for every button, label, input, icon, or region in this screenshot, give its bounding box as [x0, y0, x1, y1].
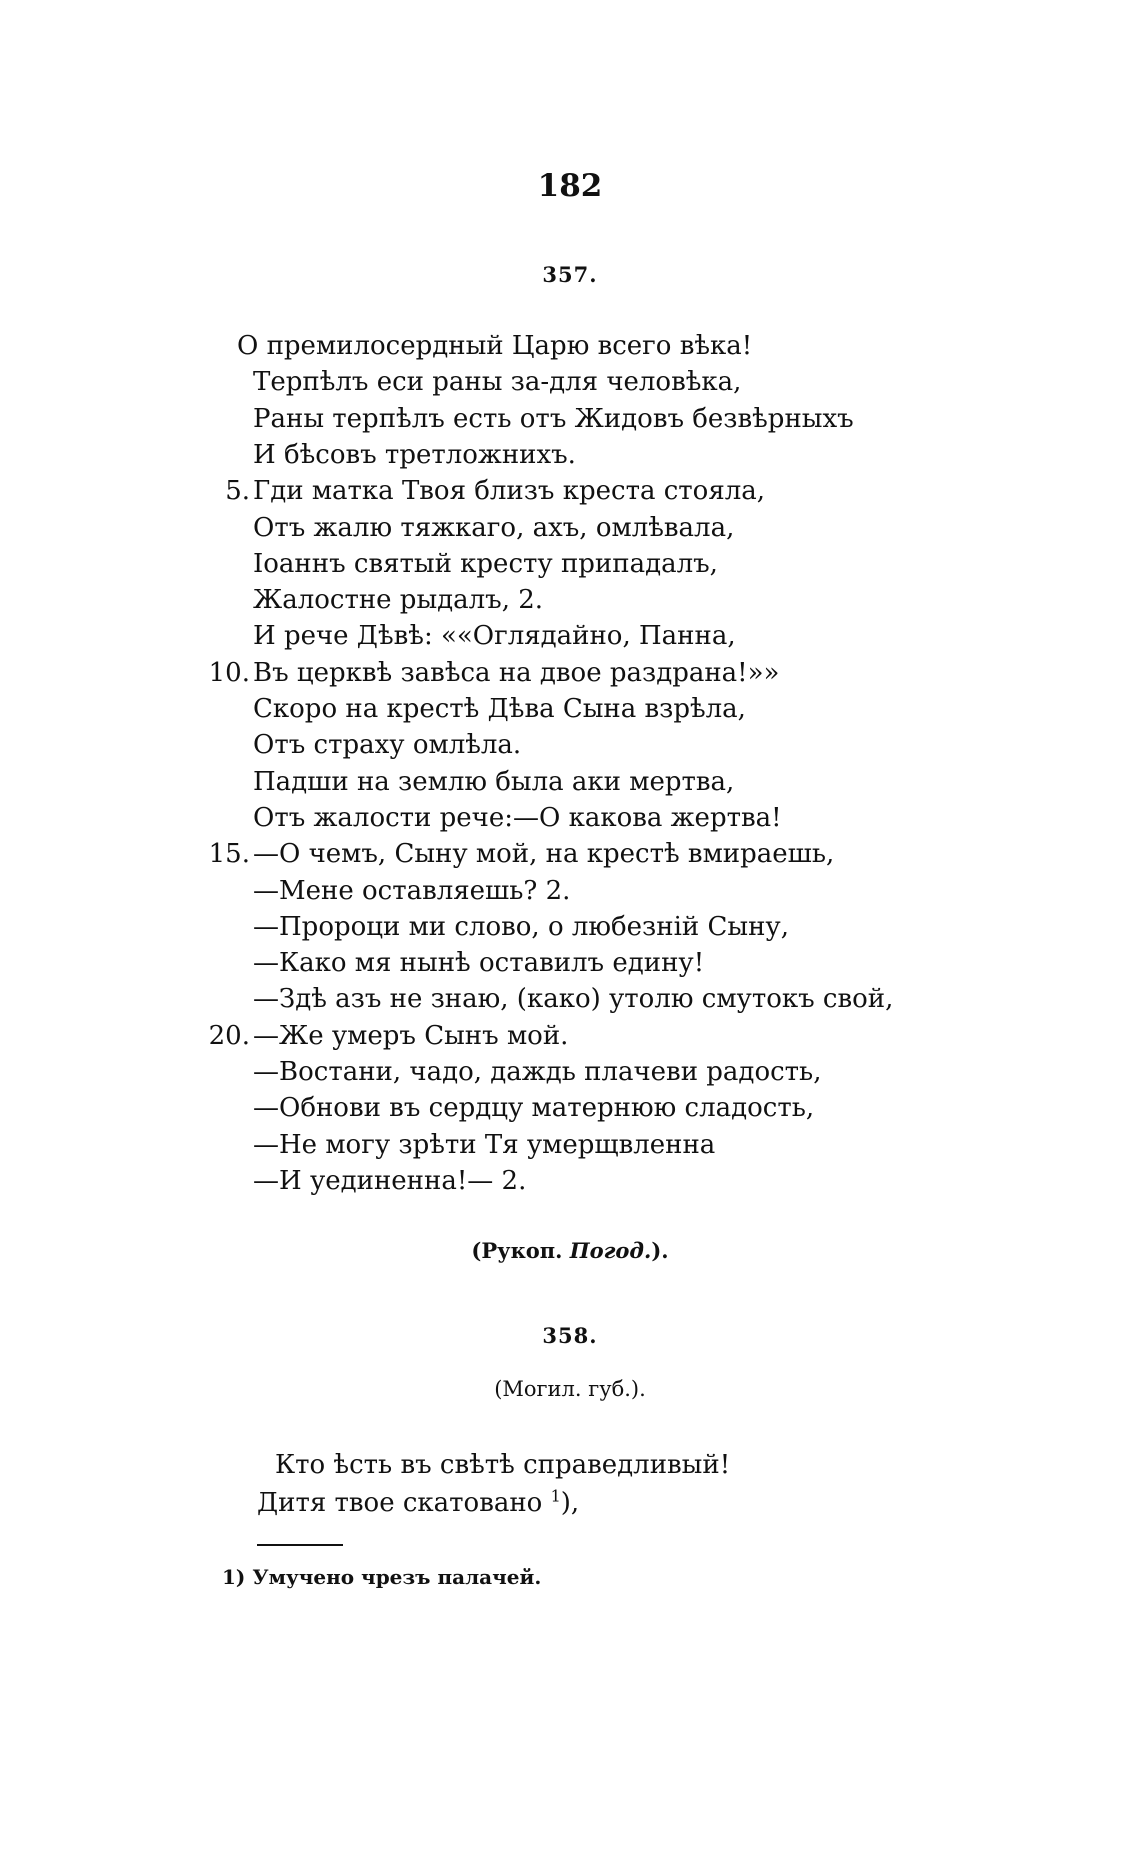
- poem-line: [0, 800, 1140, 837]
- poem-line: [0, 1127, 1140, 1164]
- line-text: Раны терпѣлъ есть отъ Жидовъ безвѣрныхъ: [253, 404, 854, 434]
- line-text: Отъ жалости рече:—О какова жертва!: [253, 803, 782, 833]
- line-text: Отъ страху омлѣла.: [253, 730, 522, 760]
- line-number: 15.: [208, 839, 250, 869]
- line-text: —Востани, чадо, даждь плачеви радость,: [253, 1057, 822, 1087]
- poem-line: [0, 473, 1140, 510]
- line-text: Скоро на крестѣ Дѣва Сына взрѣла,: [253, 694, 746, 724]
- line-text: И рече Дѣвѣ: ««Оглядайно, Панна,: [253, 621, 736, 651]
- poem-line: [0, 655, 1140, 692]
- line-text: —Же умеръ Сынъ мой.: [253, 1021, 569, 1051]
- poem-line: [0, 836, 1140, 873]
- source-note: (Рукоп. Погод.).: [471, 1238, 669, 1263]
- poem-line: [0, 510, 1140, 547]
- line-text: Въ церквѣ завѣса на двое раздрана!»»: [253, 658, 780, 688]
- poem-line: [0, 1054, 1140, 1091]
- line-text: Отъ жалю тяжкаго, ахъ, омлѣвала,: [253, 513, 735, 543]
- line-text: —Не могу зрѣти Тя умерщвленна: [253, 1130, 716, 1160]
- poem-number-2: 358.: [542, 1323, 598, 1348]
- line-text: —Здѣ азъ не знаю, (како) утолю смутокъ свой,: [253, 984, 894, 1014]
- poem-line: [0, 727, 1140, 764]
- line-text: И бѣсовъ третложнихъ.: [253, 440, 576, 470]
- poem-number: 357.: [542, 262, 598, 287]
- poem-line: Кто ѣсть въ свѣтѣ справедливый!: [275, 1450, 731, 1480]
- line-text: —Како мя нынѣ оставилъ едину!: [253, 948, 705, 978]
- line-text: —И уединенна!— 2.: [253, 1166, 527, 1196]
- poem-line: [0, 1090, 1140, 1127]
- poem-line: [0, 691, 1140, 728]
- poem-line: [0, 909, 1140, 946]
- line-text: —Обнови въ сердцу матернюю сладость,: [253, 1093, 815, 1123]
- poem-line: [0, 1018, 1140, 1055]
- poem-line: [0, 981, 1140, 1018]
- line-number: 5.: [225, 476, 250, 506]
- poem-line: [0, 364, 1140, 401]
- poem-line: [0, 1163, 1140, 1200]
- footnote-rule: [257, 1544, 343, 1546]
- poem-line: [0, 873, 1140, 910]
- poem-line: [0, 764, 1140, 801]
- poem-line: Дитя твое скатовано $^1$),: [257, 1486, 580, 1518]
- poem-line: [0, 945, 1140, 982]
- poem-line: [0, 618, 1140, 655]
- line-number: 20.: [208, 1021, 250, 1051]
- line-number: 10.: [208, 658, 250, 688]
- line-text: Терпѣлъ еси раны за-для человѣка,: [253, 367, 742, 397]
- line-text: Гди матка Твоя близъ креста стояла,: [253, 476, 766, 506]
- place-note: (Могил. губ.).: [494, 1377, 646, 1401]
- footnote: 1) Умучено чрезъ палачей.: [222, 1565, 542, 1589]
- line-text: Жалостне рыдалъ, 2.: [253, 585, 544, 615]
- poem-line: [0, 437, 1140, 474]
- line-text: —О чемъ, Сыну мой, на крестѣ вмираешь,: [253, 839, 835, 869]
- line-text: —Пророци ми слово, о любезній Сыну,: [253, 912, 789, 942]
- line-text: О премилосердный Царю всего вѣка!: [237, 331, 753, 361]
- line-text: Іоаннъ святый кресту припадалъ,: [253, 549, 718, 579]
- poem-line: [0, 582, 1140, 619]
- poem-line: [0, 328, 1140, 365]
- line-text: —Мене оставляешь? 2.: [253, 876, 571, 906]
- line-text: Падши на землю была аки мертва,: [253, 767, 735, 797]
- poem-line: [0, 401, 1140, 438]
- poem-line: [0, 546, 1140, 583]
- footnote-marker: 1: [550, 1486, 561, 1506]
- page-number: 182: [537, 168, 603, 204]
